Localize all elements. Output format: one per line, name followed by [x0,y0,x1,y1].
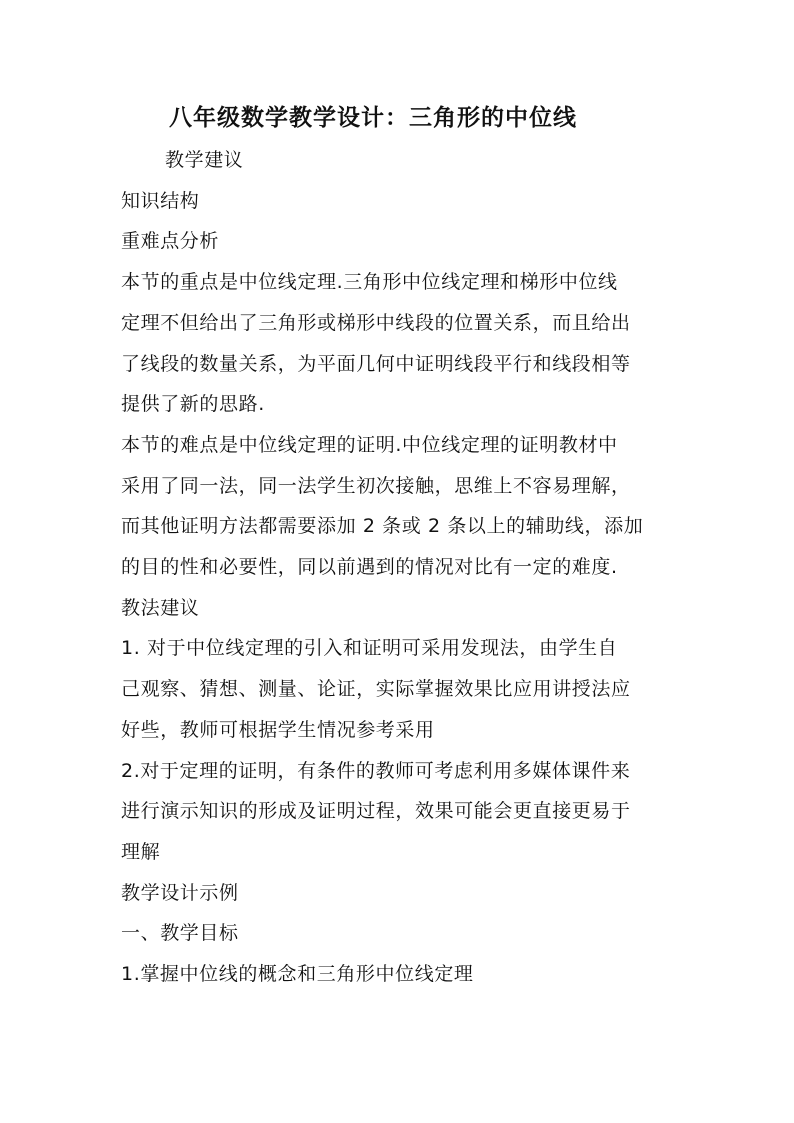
document-content [121,96,679,995]
section-heading-method-suggestions: 教法建议 [121,596,200,619]
numbered-line: 好些，教师可根据学生情况参考采用 [121,718,435,741]
goal-item-line: 1.掌握中位线的概念和三角形中位线定理 [121,963,474,986]
section-heading-knowledge-structure: 知识结构 [121,189,200,212]
section-heading-design-example: 教学设计示例 [121,881,239,904]
numbered-line: 2.对于定理的证明，有条件的教师可考虑利用多媒体课件来 [121,759,631,782]
section-heading-teaching-goals: 一、教学目标 [121,922,239,945]
document-title: 八年级数学教学设计：三角形的中位线 [169,105,577,131]
numbered-line: 进行演示知识的形成及证明过程，效果可能会更直接更易于 [121,800,631,823]
paragraph-line: 采用了同一法，同一法学生初次接触，思维上不容易理解， [121,474,631,497]
paragraph-line: 而其他证明方法都需要添加 2 条或 2 条以上的辅助线，添加 [121,515,644,538]
paragraph-line: 本节的重点是中位线定理.三角形中位线定理和梯形中位线 [121,271,618,294]
numbered-line: 1. 对于中位线定理的引入和证明可采用发现法，由学生自 [121,637,618,660]
paragraph-line: 了线段的数量关系，为平面几何中证明线段平行和线段相等 [121,352,631,375]
paragraph-line: 定理不但给出了三角形或梯形中线段的位置关系，而且给出 [121,311,631,334]
paragraph-line: 提供了新的思路. [121,393,265,416]
paragraph-line: 的目的性和必要性，同以前遇到的情况对比有一定的难度. [121,556,618,579]
section-heading-teaching-suggestions: 教学建议 [165,149,244,171]
section-heading-key-difficulties: 重难点分析 [121,230,220,253]
paragraph-line: 本节的难点是中位线定理的证明.中位线定理的证明教材中 [121,433,618,456]
numbered-line: 理解 [121,840,161,863]
numbered-line: 己观察、猜想、测量、论证，实际掌握效果比应用讲授法应 [121,678,631,701]
